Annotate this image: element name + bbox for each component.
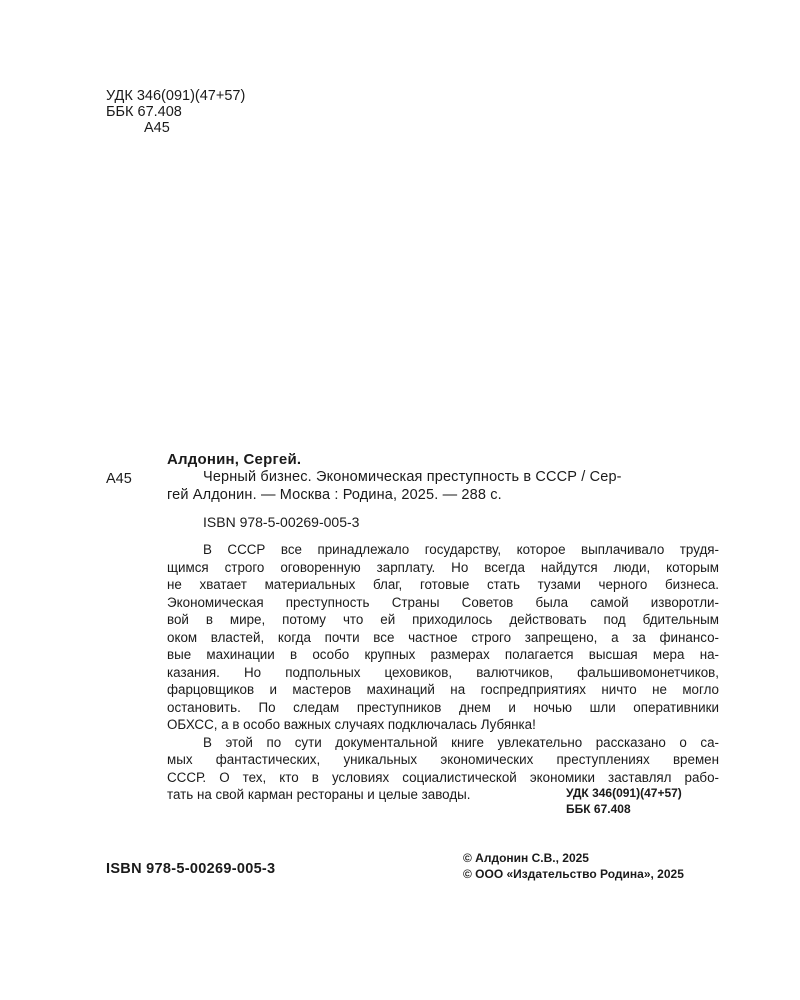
annotation-line: СССР. О тех, кто в условиях социалистической экономики заставлял рабо- — [167, 769, 719, 785]
copyright-publisher: © ООО «Издательство Родина», 2025 — [463, 867, 684, 881]
isbn-footer: ISBN 978-5-00269-005-3 — [106, 861, 276, 877]
author-mark: А45 — [144, 120, 170, 136]
annotation-line: остановить. По следам преступников днем и ночью шли оперативники — [167, 699, 719, 715]
author-heading: Алдонин, Сергей. — [167, 451, 302, 468]
annotation-line: вые махинации в особо крупных размерах полагается высшая мера на- — [167, 647, 719, 662]
copyright-block — [463, 850, 684, 882]
classification-codes-bottom — [566, 786, 682, 817]
annotation-line: В этой по сути документальной книге увлекательно рассказано о са- — [203, 734, 719, 750]
annotation-line: не хватает материальных благ, готовые стать тузами черного бизнеса. — [167, 577, 719, 592]
bbk-code: ББК 67.408 — [566, 801, 631, 816]
annotation-line: казания. Но подпольных цеховиков, валютчиков, фальшивомонетчиков, — [167, 664, 719, 680]
bbk-code: ББК 67.408 — [106, 104, 182, 120]
annotation-line: мых фантастических, уникальных экономических преступлениях времен — [167, 752, 719, 767]
copyright-author: © Алдонин С.В., 2025 — [463, 851, 589, 865]
isbn-entry: ISBN 978-5-00269-005-3 — [203, 514, 360, 530]
annotation-line: тать на свой карман рестораны и целые заводы. — [167, 787, 471, 802]
annotation-line: Экономическая преступность Страны Советов была самой изворотли- — [167, 594, 719, 610]
bibliographic-title-line: Черный бизнес. Экономическая преступность в СССР / Сер- — [203, 469, 622, 485]
bibliographic-title-line: гей Алдонин. — Москва : Родина, 2025. — 288 с. — [167, 487, 502, 503]
annotation-line: оком властей, когда почти все частное строго запрещено, а за финансо- — [167, 629, 719, 645]
udk-code: УДК 346(091)(47+57) — [106, 88, 246, 104]
author-mark-side: А45 — [106, 471, 132, 487]
annotation-line: В СССР все принадлежало государству, которое выплачивало трудя- — [203, 542, 719, 557]
annotation-line: вой в мире, потому что ей приходилось действовать под бдительным — [167, 612, 719, 627]
annotation-line: ОБХСС, а в особо важных случаях подключалась Лубянка! — [167, 717, 536, 732]
annotation-text — [167, 541, 719, 804]
annotation-line: щимся строго оговоренную зарплату. Но всегда найдутся люди, которым — [167, 559, 719, 575]
annotation-line: фарцовщиков и мастеров махинаций на госпредприятиях ничто не могло — [167, 682, 719, 697]
udk-code: УДК 346(091)(47+57) — [566, 786, 682, 800]
classification-codes-top — [106, 88, 245, 136]
